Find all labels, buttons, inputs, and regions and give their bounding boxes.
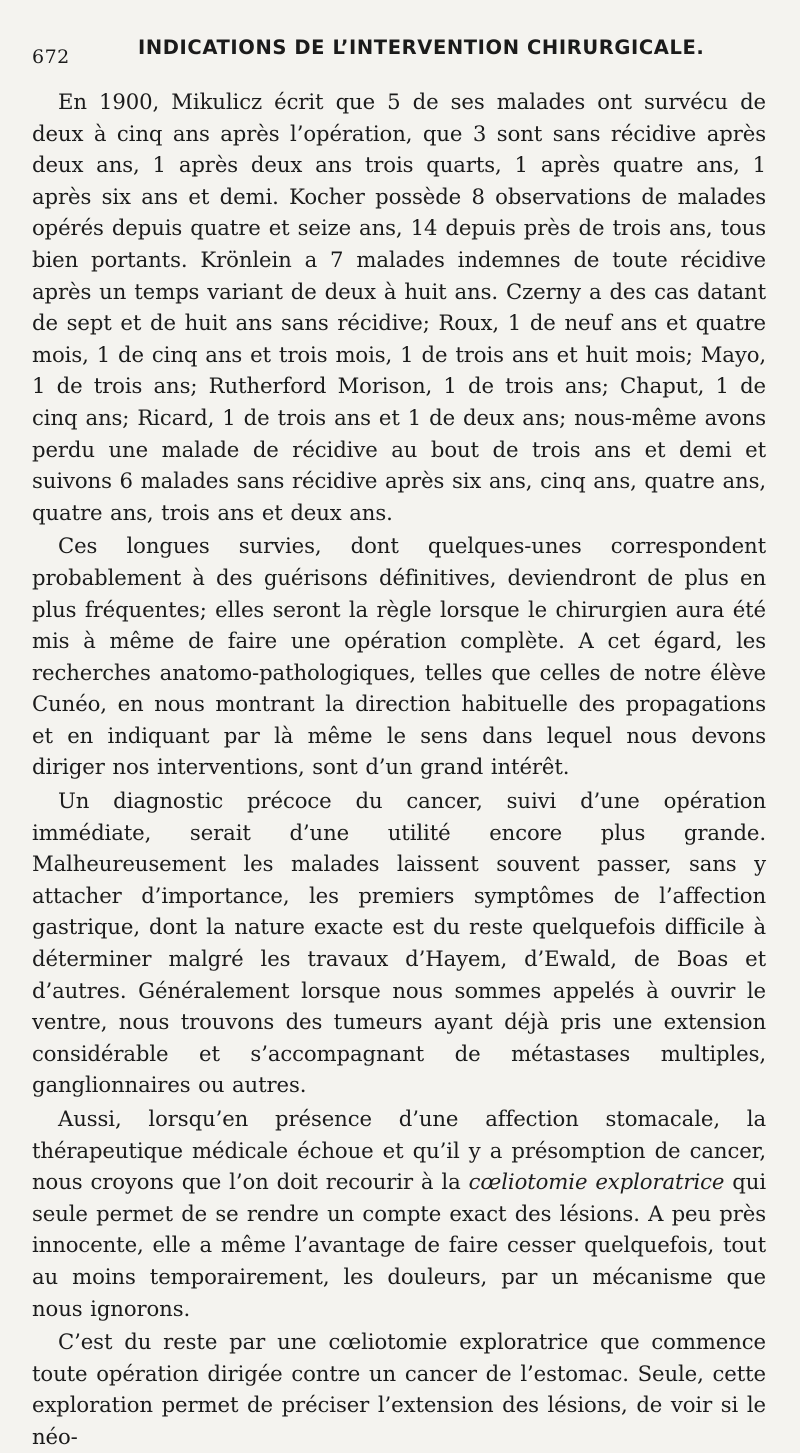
page-number: 672	[32, 46, 70, 68]
running-title: INDICATIONS DE L’INTERVENTION CHIRURGICALE.	[138, 36, 705, 59]
paragraph-survival-statistics: En 1900, Mikulicz écrit que 5 de ses malades ont survécu de deux à cinq ans après l’opération, que 3 sont sans récidive après deux ans, 1 après deux ans trois quarts, 1 après quatre ans, 1 après six ans et demi. Kocher possède 8 observations de malades opérés depuis quatre et seize ans, 14 depuis près de trois ans, tous bien portants. Krönlein a 7 malades indemnes de toute récidive après un temps variant de deux à huit ans. Czerny a des cas datant de sept et de huit ans sans récidive; Roux, 1 de neuf ans et quatre mois, 1 de cinq ans et trois mois, 1 de trois ans et huit mois; Mayo, 1 de trois ans; Rutherford Morison, 1 de trois ans; Chaput, 1 de cinq ans; Ricard, 1 de trois ans et 1 de deux ans; nous-même avons perdu une malade de récidive au bout de trois ans et demi et suivons 6 malades sans récidive après six ans, cinq ans, quatre ans, quatre ans, trois ans et deux ans.	[32, 89, 766, 525]
paragraph-exploration-start: C’est du reste par une cœliotomie exploratrice que commence toute opération dirigée contre un cancer de l’estomac. Seule, cette exploration permet de préciser l’extension des lésions, de voir si le néo-	[32, 1329, 766, 1449]
paragraph-long-survivals: Ces longues survies, dont quelques-unes correspondent probablement à des guérisons définitives, deviendront de plus en plus fréquentes; elles seront la règle lorsque le chirurgien aura été mis à même de faire une opération complète. A cet égard, les recherches anatomo-pathologiques, telles que celles de notre élève Cunéo, en nous montrant la direction habituelle des propagations et en indiquant par là même le sens dans lequel nous devons diriger nos interventions, sont d’un grand intérêt.	[32, 533, 766, 780]
italic-term: cœliotomie exploratrice	[468, 1169, 725, 1195]
paragraph-text: Aussi, lorsqu’en présence d’une affection stomacale, la thérapeutique médicale échoue et qu’il y a présomption de cancer, nous croyons que l’on doit recourir à la	[32, 1106, 766, 1195]
page-header	[32, 30, 766, 72]
paragraph-early-diagnosis: Un diagnostic précoce du cancer, suivi d’une opération immédiate, serait d’une utilité encore plus grande. Malheureusement les malades laissent souvent passer, sans y attacher d’importance, les premiers symptômes de l’affection gastrique, dont la nature exacte est du reste quelquefois difficile à déterminer malgré les travaux d’Hayem, d’Ewald, de Boas et d’autres. Généralement lorsque nous sommes appelés à ouvrir le ventre, nous trouvons des tumeurs ayant déjà pris une extension considérable et s’accompagnant de métastases multiples, ganglionnaires ou autres.	[32, 788, 766, 1098]
body-text	[32, 86, 766, 1453]
paragraph-exploratory-celiotomy	[32, 1103, 766, 1324]
paragraph-text: qui seule permet de se rendre un compte exact des lésions. A peu près innocente, elle a même l’avantage de faire cesser quelquefois, tout au moins temporairement, les douleurs, par un mécanisme que nous ignorons.	[32, 1169, 766, 1321]
